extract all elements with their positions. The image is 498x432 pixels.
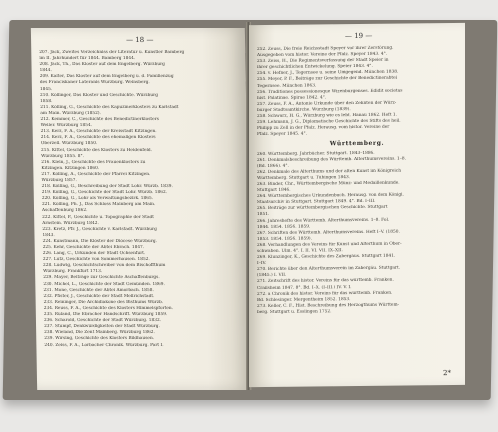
bibliography-entry: Aschaffenburg 1862.	[42, 208, 88, 214]
bibliography-entry: 227. Lutz, Geschichte von Sommerhausen. 1852.	[42, 257, 150, 263]
bibliography-entry: burger Stadtsamtkirche. Würzburg (1839).	[257, 107, 351, 113]
bibliography-entry: 1844.	[39, 68, 52, 74]
bibliography-entry: 224. Kunstmann, Die Klöster der Diöcese Würzburg.	[42, 238, 158, 244]
bibliography-entry: 1844. 1854. 1856. 1859.	[257, 224, 311, 230]
bibliography-entry: schwaben. Ulm. 4°. I. II. VI. VII. IX–XII.	[257, 248, 343, 255]
bibliography-entry: 267. Schriften des Württemb. Alterthumsvereins. Heft I–V. (1850.	[257, 229, 400, 236]
bibliography-entry: 268. Verhandlungen des Vereins für Kunst und Alterthum in Ober-	[257, 241, 402, 248]
bibliography-entry: Tegernsee. München 1863.	[257, 82, 317, 89]
bibliography-entry: Württemberg. Stuttgart u. Tübingen 1843.	[257, 174, 351, 181]
bibliography-entry: 259. Lehmann, J. G., Diplomatische Geschichte des Stifts des heil.	[257, 118, 401, 126]
bibliography-entry: 1858.	[40, 98, 53, 104]
bibliography-entry: 262. Denkmale des Alterthums und der alten Kunst im Königreich	[257, 168, 401, 175]
bibliography-entry: Crailsheim 1847. 8°. Bd. I–X. (I–III.) IV. V. I.	[257, 284, 352, 291]
bibliography-entry: 234. Reuss, F. A., Geschichte des Klosters Himmelspforten.	[43, 305, 174, 311]
section-heading: Württemberg.	[329, 140, 385, 148]
bibliography-entry: 240. Zeiss, F. A., Lorbacher Chronik. Würzburg. Part I.	[44, 342, 164, 348]
bibliography-entry: Würzburg 1857.	[41, 177, 77, 183]
bibliography-entry: 1851.	[257, 212, 270, 218]
bibliography-entry: Würzburg. Frankfurt 1713.	[43, 269, 103, 275]
bibliography-entry: 220. Kölling, G., Lohr als Verwaltungsbezirk. 1865.	[41, 196, 154, 202]
left-page	[31, 28, 251, 390]
bibliography-entry: 252. Zeuss, Die freie Reichsstadt Speyer vor ihrer Zerstörung.	[257, 45, 394, 53]
bibliography-entry: 222. Kittel, P., Geschichte u. Topographie der Stadt	[42, 214, 155, 220]
bibliography-entry: 1843.	[42, 232, 55, 238]
bibliography-entry: 235. Ruland, Die Ebracher Handschrift. Würzburg 1859.	[43, 312, 168, 318]
right-page	[249, 23, 465, 387]
bibliography-entry: Staatsarchiv in Stuttgart. Stuttgart 1849. 4°. Bd. I–III.	[257, 199, 376, 206]
bibliography-entry: 261. Denkmalsbeschreibung des Württemb. Alterthumsvereins. 1–8.	[257, 156, 407, 163]
right-entries-bottom	[257, 149, 457, 316]
bibliography-entry: 253. Zeiss, H., Die Regimentsverfassung der Stadt Speier in	[257, 57, 389, 65]
bibliography-entry: des Franciskaner Lateranis Wurzburg. Weinsberg.	[39, 80, 150, 86]
bibliography-entry: 255. Meyer, P. F., Beiträge zur Geschichte der Benedictinerabtei	[257, 76, 398, 83]
bibliography-entry: 225. Kehr, Geschichte der Abtei Ebrach. 1847.	[42, 245, 145, 251]
bibliography-entry: 214. Kerz, F. A., Geschichte des ehemaligen Klosters	[40, 135, 156, 141]
bibliography-entry: 218. Kölling, G., Beschreibung der Stadt Lohr. Würzb. 1839.	[41, 184, 173, 190]
bibliography-entry: 233. Reininger, Die Archidiakone des Bisthums Würzb.	[43, 299, 164, 305]
bibliography-entry: 228. Ludwig, Geschichtschreiber von dem Bischoffthum	[42, 263, 166, 269]
bibliography-entry: 213. Kerz, F. A., Geschichte der Kreisstadt Kitzingen.	[40, 129, 157, 135]
bibliography-entry: 260. Württemberg. Jahrbücher. Stuttgart. 1843–1886.	[257, 150, 375, 157]
bibliography-entry: 208. Jäck, Th., Das Kloster auf dem Engelberg. Würzburg	[39, 62, 165, 68]
bibliography-entry: 232. Pfister, J., Geschichte der Stadt Mellrichstadt.	[43, 293, 155, 299]
bibliography-entry: 226. Lang, C., Urkunden der Stadt Ochsenfurt.	[42, 251, 146, 257]
bibliography-entry: 1845.	[39, 86, 53, 92]
bibliography-entry: I–IV.	[257, 261, 267, 267]
bibliography-entry: 239. Wirsing, Geschichte des Klosters Bildhausen.	[44, 336, 155, 342]
bibliography-entry: 263. Binder, Chr., Württembergische Münz- und Medaillenkunde.	[257, 180, 400, 188]
bibliography-entry: 211. Kölling, G., Geschichte des Kapuzinerklosters zu Karlstadt	[40, 104, 179, 110]
bibliography-entry: Weiler. Würzburg 1854.	[40, 123, 93, 129]
bibliography-entry: 1853. 1854. 1856. 1859).	[257, 236, 312, 242]
bibliography-entry: 256. Traditiones possessionesque Wizenburgenses. Edidit societas	[257, 88, 403, 95]
bibliography-entry: 264. Württembergisches Urkundenbuch. Herausg. von dem Königl.	[257, 192, 404, 200]
bibliography-entry: Ausgegeben vom histor. Vereine der Pfalz. Speyer 1843. 4°.	[257, 51, 388, 59]
bibliography-entry: ihrer geschichtlichen Entwickelung. Speier 1843. 4°.	[257, 64, 373, 71]
bibliography-entry: Pfalz. Speyer 1845. 4°.	[257, 131, 307, 138]
bibliography-entry: 257. Zeuss, F. A., Antonie Urkunde über den Zehnten der Würz-	[257, 100, 397, 107]
bibliography-entry: Oberzell. Würzburg 1850.	[40, 141, 98, 147]
bibliography-entry: Kitzingen. Kitzingen 1860.	[41, 165, 100, 171]
bibliography-entry: 265. Beiträge zur württembergischen Geschichte. Stuttgart	[257, 205, 388, 212]
bibliography-entry: 207. Jäck, Zweites Verzeichniss der Literatur u. Kunstler Bamberg	[39, 49, 185, 55]
bibliography-entry: 254. v. Hefner, J., Tegernsee u. seine Umgegend. München 1838.	[257, 69, 399, 77]
bibliography-entry: Bd. Schlesinger. Mergentheim 1852. 1853.	[257, 296, 351, 303]
bibliography-entry: 215. Kittel, Geschichte des Klosters zu Heidenfeld.	[40, 147, 153, 153]
bibliography-entry: hist. Palatinae. Spirae 1842. 4°.	[257, 95, 327, 101]
signature-mark: 2*	[443, 369, 451, 378]
bibliography-entry: 271. Zeitschrift des histor. Vereins für das württemb. Franken.	[257, 278, 394, 285]
right-entries-top	[257, 45, 457, 139]
bibliography-entry: 231. Mone, Geschichte der Abtei Amorbach. 1858.	[43, 287, 154, 293]
bibliography-entry: 237. Stumpf, Denkwürdigkeiten der Stadt Würzburg.	[44, 324, 160, 330]
bibliography-entry: 269. Klunzinger, K., Geschichte des Zabergäus. Stuttgart 1841.	[257, 253, 396, 261]
bibliography-entry: 209. Kalter, Das Kloster auf dem Engelberg u. d. Familienzug	[39, 74, 174, 80]
bibliography-entry: berg. Stuttgart u. Esslingen 1752.	[257, 309, 332, 315]
bibliography-entry: 272. a Chronik des histor. Vereins für das württemb. Franken.	[257, 290, 393, 297]
bibliography-entry: (Bd. 1866). 4°.	[257, 163, 289, 169]
bibliography-entry: 230. Michel, L., Geschichte der Stadt Gemünden. 1869.	[43, 281, 165, 287]
bibliography-entry: 216. Klein, J., Geschichte des Frauenklosters zu	[41, 159, 146, 165]
bibliography-entry: 219. Kölling, G., Geschichte der Stadt Lohr. Würzb. 1862.	[41, 190, 168, 196]
bibliography-entry: 221. Kölling, Ph. J., Das Schloss Mainberg am Main.	[41, 202, 156, 208]
bibliography-entry: 266. Jahreshefte des Württemb. Alterthumsvereins. 1–8. Fol.	[257, 217, 390, 224]
bibliography-entry: (1845.) I. VII.	[257, 273, 287, 279]
bibliography-entry: Philipp zu Zell in der Pfalz. Herausg. vom histor. Vereine der	[257, 124, 390, 132]
bibliography-entry: 223. Kretz, Pfr. J., Geschichte v. Karlstadt. Würzburg	[42, 226, 157, 232]
bibliography-entry: Arnstein. Würzburg 1842.	[42, 220, 99, 226]
bibliography-entry: im II. Jahrhundert für 1844. Bamberg 1844.	[39, 56, 136, 62]
bibliography-entry: am Main. Würzburg (1852).	[40, 110, 101, 116]
right-page-number: — 19 —	[345, 31, 373, 41]
bibliography-entry: 229. Mayer, Beiträge zur Geschichte Aschaffenburgs.	[43, 275, 160, 281]
right-page-entries	[257, 45, 457, 316]
bibliography-entry: 258. Schwarz, H. G., Würzburg wie es lebt. Hanau 1862. Heft 1.	[257, 112, 397, 120]
bibliography-entry: 236. Scharold, Geschichte der Stadt Würzburg. 1832.	[43, 318, 162, 324]
bibliography-entry: 273. Keller, C. F., Hist. Beschreibung des Herzogthums Württem-	[257, 302, 399, 309]
bibliography-entry: Stuttgart 1846.	[257, 187, 291, 194]
bibliography-entry: Würzburg 1855. 8°.	[41, 153, 85, 159]
left-page-number: — 18 —	[125, 35, 154, 44]
left-page-entries	[39, 50, 242, 349]
bibliography-entry: 238. Wieland, Die Zent Mainberg. Würzburg 1862.	[44, 330, 155, 336]
bibliography-entry: 217. Kölling, A., Geschichte der Pfarrei Kitzingen.	[41, 171, 151, 177]
bibliography-entry: 210. Köllinger, Das Kloster und Geschichte. Würzburg	[39, 92, 159, 98]
bibliography-entry: 270. Berichte über den Alterthumsverein im Zabergäu. Stuttgart.	[257, 265, 401, 273]
bibliography-entry: 212. Kemmer, C., Geschichte des Benedictinerklosters	[40, 117, 160, 123]
